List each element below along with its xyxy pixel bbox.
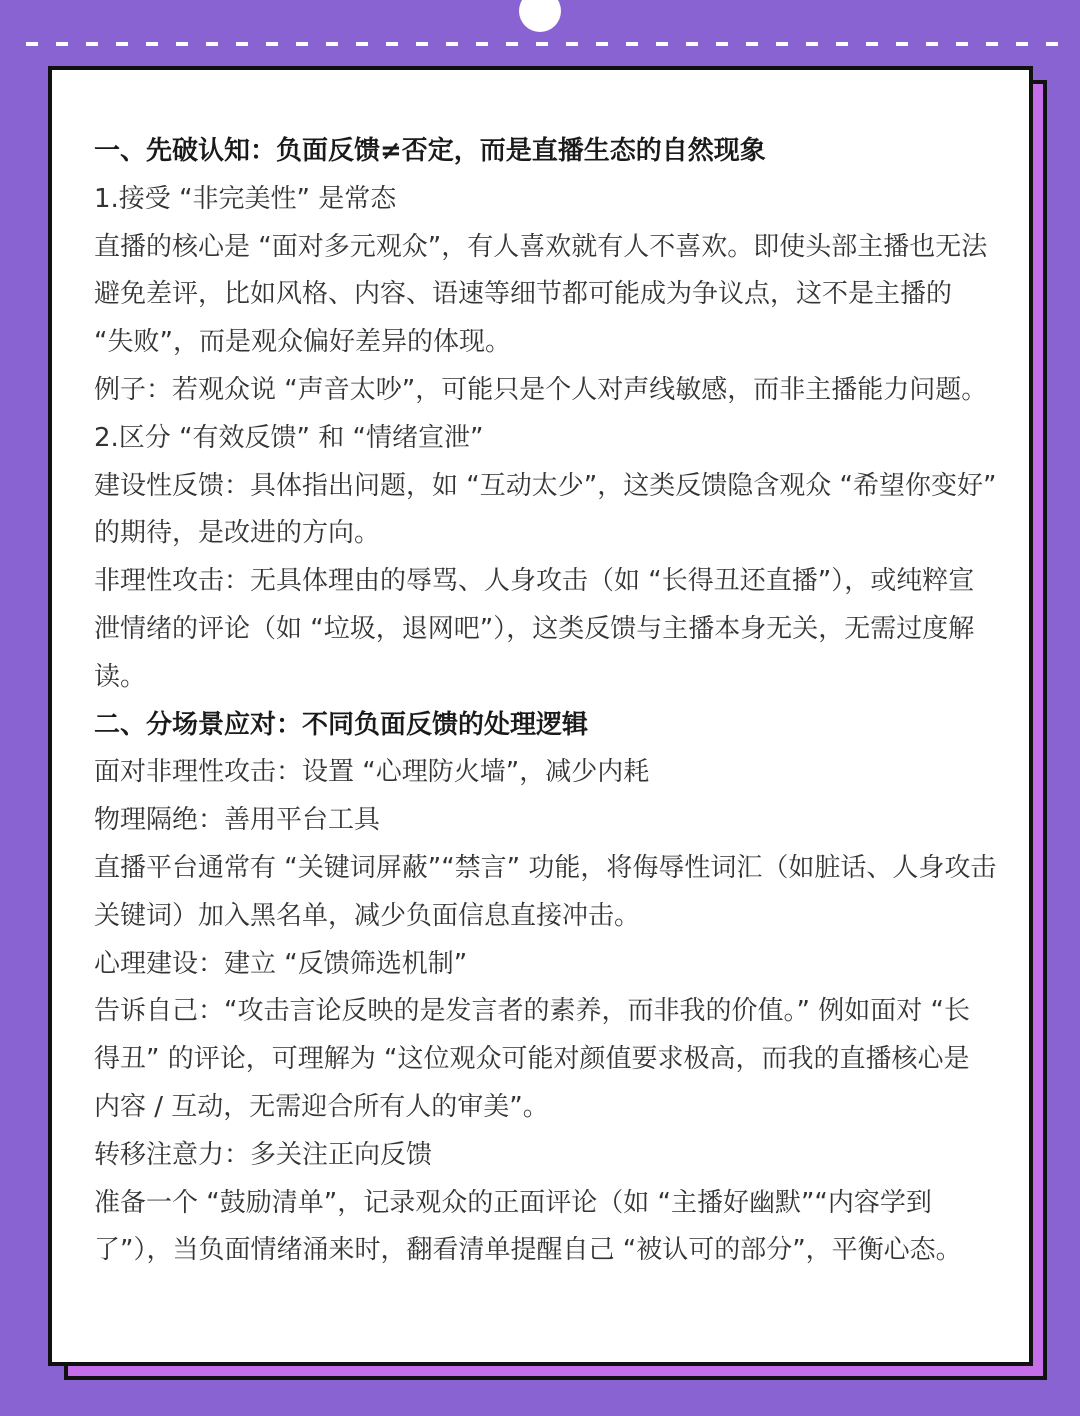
text-line: 建设性反馈：具体指出问题，如 “互动太少”，这类反馈隐含观众 “希望你变好”: [94, 470, 997, 501]
text-line: “失败”，而是观众偏好差异的体现。: [94, 327, 511, 358]
text-line: 2.区分 “有效反馈” 和 “情绪宣泄”: [94, 422, 484, 453]
section-heading: 一、先破认知：负面反馈≠否定，而是直播生态的自然现象: [94, 136, 766, 166]
note-card: [48, 66, 1033, 1366]
text-line: 的期待，是改进的方向。: [94, 518, 381, 549]
text-line: 转移注意力：多关注正向反馈: [94, 1139, 433, 1170]
punch-hole-decoration: [519, 0, 561, 32]
dashed-divider: [26, 42, 1062, 46]
text-line: 泄情绪的评论（如 “垃圾，退网吧”），这类反馈与主播本身无关，无需过度解: [94, 613, 975, 644]
text-line: 非理性攻击：无具体理由的辱骂、人身攻击（如 “长得丑还直播”），或纯粹宣: [94, 566, 975, 597]
text-line: 内容 / 互动，无需迎合所有人的审美”。: [94, 1091, 549, 1122]
text-line: 物理隔绝：善用平台工具: [94, 805, 381, 836]
text-line: 了”），当负面情绪涌来时，翻看清单提醒自己 “被认可的部分”，平衡心态。: [94, 1235, 962, 1266]
note-content: [94, 128, 1004, 1275]
text-line: 直播平台通常有 “关键词屏蔽”“禁言” 功能，将侮辱性词汇（如脏话、人身攻击: [94, 852, 997, 883]
section-heading: 二、分场景应对：不同负面反馈的处理逻辑: [94, 709, 589, 740]
text-line: 面对非理性攻击：设置 “心理防火墙”，减少内耗: [94, 757, 650, 788]
text-line: 准备一个 “鼓励清单”，记录观众的正面评论（如 “主播好幽默”“内容学到: [94, 1187, 932, 1218]
text-line: 1.接受 “非完美性” 是常态: [94, 183, 397, 214]
text-line: 心理建设：建立 “反馈筛选机制”: [94, 948, 468, 979]
text-line: 得丑” 的评论，可理解为 “这位观众可能对颜值要求极高，而我的直播核心是: [94, 1044, 970, 1075]
text-line: 关键词）加入黑名单，减少负面信息直接冲击。: [94, 900, 641, 931]
text-line: 读。: [94, 661, 147, 692]
text-line: 避免差评，比如风格、内容、语速等细节都可能成为争议点，这不是主播的: [94, 279, 953, 310]
text-line: 直播的核心是 “面对多元观众”，有人喜欢就有人不喜欢。即使头部主播也无法: [94, 231, 988, 262]
text-line: 例子：若观众说 “声音太吵”，可能只是个人对声线敏感，而非主播能力问题。: [94, 374, 988, 405]
text-line: 告诉自己：“攻击言论反映的是发言者的素养，而非我的价值。” 例如面对 “长: [94, 996, 970, 1027]
